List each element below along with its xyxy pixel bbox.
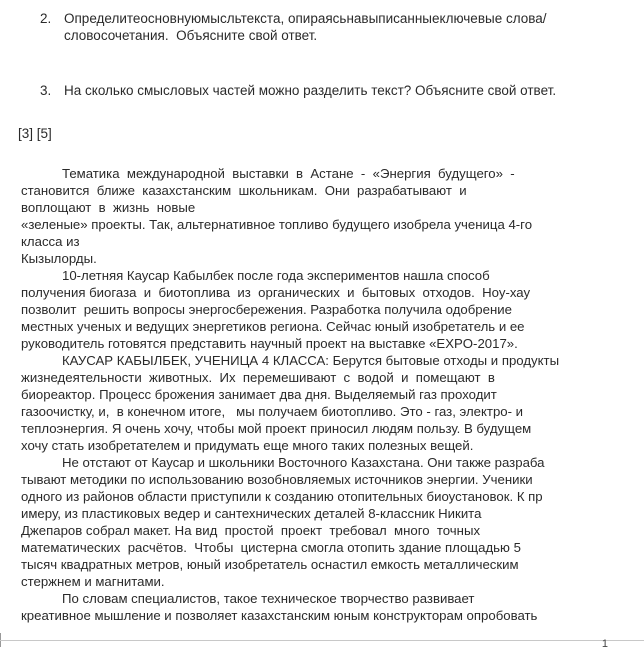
- paragraph-line: одного из районов области приступили к созданию отопительных биоустановок. К пр: [21, 489, 543, 504]
- question-number: 3.: [40, 83, 52, 98]
- question-text: Определитеосновнуюмысльтекста, опираясьнавыписанныеключевые слова/ словосочетания. Объясните свой ответ.: [64, 11, 547, 43]
- paragraph-line: получения биогаза и биотоплива из органических и бытовых отходов. Ноу-хау: [21, 285, 531, 300]
- paragraph-line: становится ближе казахстанским школьникам. Они разрабатывают и: [21, 183, 467, 198]
- paragraph-line: местных ученых и ведущих энергетиков региона. Сейчас юный изобретатель и ее: [21, 319, 525, 334]
- paragraph-line: математических расчётов. Чтобы цистерна смогла отопить здание площадью 5: [21, 540, 521, 555]
- paragraph-line: тысяч квадратных метров, юный изобретатель оснастил емкость металлическим: [21, 557, 519, 572]
- paragraph-line: креативное мышление и позволяет казахстанским юным конструкторам опробовать: [21, 608, 538, 623]
- paragraph-line: имеру, из пластиковых ведер и сантехнических деталей 8-классник Никита: [21, 506, 482, 521]
- paragraph-line: Джепаров собрал макет. На вид простой проект требовал много точных: [21, 523, 481, 538]
- footer-divider: [0, 640, 644, 641]
- paragraph-line: По словам специалистов, такое техническое творчество развивает: [62, 591, 475, 606]
- paragraph-line: жизнедеятельности животных. Их перемешивают с водой и помещают в: [21, 370, 495, 385]
- paragraph-line: теплоэнергия. Я очень хочу, чтобы мой проект приносил людям пользу. В будущем: [21, 421, 532, 436]
- paragraph-line: класса из: [21, 234, 80, 249]
- paragraph-line: стержнем и магнитами.: [21, 574, 165, 589]
- reference-markers: [3] [5]: [18, 126, 52, 141]
- paragraph-line: руководитель готовятся представить научный проект на выставке «EXPO-2017».: [21, 336, 518, 351]
- paragraph-line: биореактор. Процесс брожения занимает два дня. Выделяемый газ проходит: [21, 387, 497, 402]
- paragraph-line: КАУСАР КАБЫЛБЕК, УЧЕНИЦА 4 КЛАССА: Берутся бытовые отходы и продукты: [62, 353, 560, 368]
- paragraph-line: газоочистку, и, в конечном итоге, мы получаем биотопливо. Это - газ, электро- и: [21, 404, 524, 419]
- question-text: На сколько смысловых частей можно разделить текст? Объясните свой ответ.: [64, 83, 557, 98]
- article-text: [21, 165, 621, 624]
- paragraph-line: тывают методики по использованию возобновляемых источников энергии. Ученики: [21, 472, 533, 487]
- paragraph-line: Не отстают от Каусар и школьники Восточного Казахстана. Они также разраба: [62, 455, 545, 470]
- paragraph-line: позволит решить вопросы энергосбережения. Разработка получила одобрение: [21, 302, 512, 317]
- paragraph-line: воплощают в жизнь новые: [21, 200, 196, 215]
- question-number: 2.: [40, 11, 52, 26]
- page-number: 1: [601, 638, 608, 650]
- paragraph-line: Тематика международной выставки в Астане - «Энергия будущего» -: [62, 166, 515, 181]
- paragraph-line: хочу стать изобретателем и придумать еще много таких полезных вещей.: [21, 438, 474, 453]
- paragraph-line: Кызылорды.: [21, 251, 97, 266]
- paragraph-line: «зеленые» проекты. Так, альтернативное топливо будущего изобрела ученица 4-го: [21, 217, 533, 232]
- paragraph-line: 10-летняя Каусар Кабылбек после года экспериментов нашла способ: [62, 268, 490, 283]
